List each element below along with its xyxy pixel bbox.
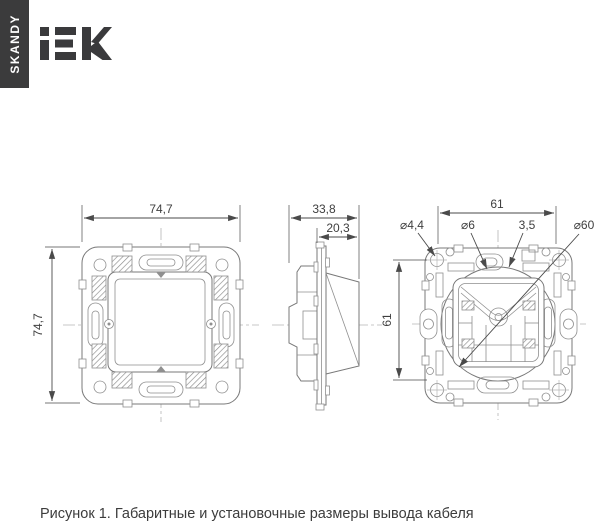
back-slot-width-label: 3,5 — [518, 218, 536, 232]
front-height-label: 74,7 — [31, 313, 45, 337]
series-label: SKANDY — [7, 14, 22, 74]
side-front-depth-label: 20,3 — [326, 221, 350, 235]
front-width-label: 74,7 — [149, 202, 173, 216]
side-dimension-front-depth — [317, 221, 357, 243]
side-view — [272, 202, 382, 410]
series-banner — [0, 0, 29, 88]
back-view — [380, 197, 595, 420]
back-dimension-width — [438, 197, 556, 244]
back-hole-mid-label: ⌀6 — [461, 218, 475, 232]
back-width-label: 61 — [490, 197, 504, 211]
back-height-label: 61 — [380, 313, 394, 327]
back-hole-small-label: ⌀4,4 — [400, 218, 424, 232]
brand-logo-icon — [40, 27, 112, 60]
front-central-opening-outer — [108, 272, 212, 372]
figure-caption: Рисунок 1. Габаритные и установочные размеры вывода кабеля — [40, 506, 474, 522]
back-leader-hole-small — [400, 218, 435, 256]
back-support-ring-label: ⌀60 — [573, 218, 595, 232]
side-total-depth-label: 33,8 — [312, 202, 336, 216]
side-outlet-wedge — [326, 273, 359, 374]
front-view — [31, 202, 259, 422]
